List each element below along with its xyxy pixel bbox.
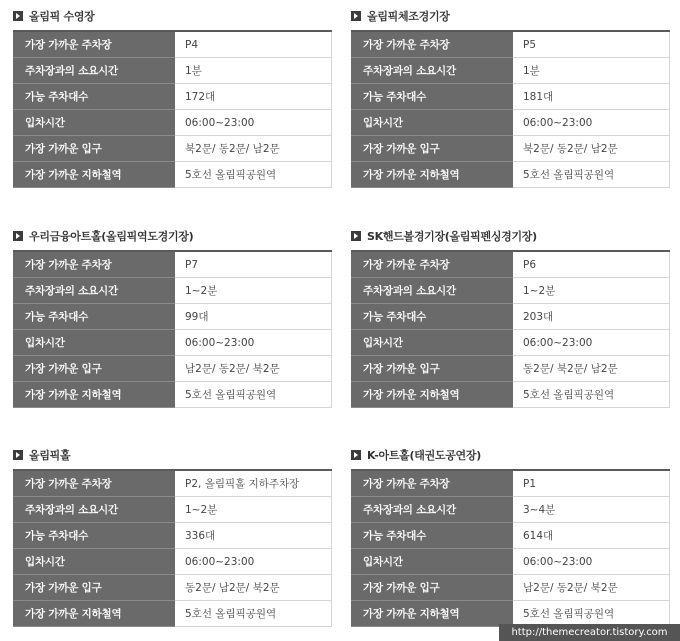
row-label: 주차장과의 소요시간 (13, 497, 175, 523)
table-row (13, 575, 332, 601)
row-label: 가능 주차대수 (351, 84, 513, 110)
venue-title-text: 올림픽홀 (29, 449, 71, 462)
row-value: 1분 (513, 58, 670, 84)
table-row (13, 330, 332, 356)
venue-block (351, 445, 670, 627)
table-row (351, 278, 670, 304)
parking-info-table (13, 469, 332, 627)
table-row (351, 31, 670, 58)
table-row (351, 575, 670, 601)
row-value: 남2문/ 동2문/ 북2문 (175, 356, 332, 382)
row-value: 5호선 올림픽공원역 (175, 382, 332, 408)
row-value: 남2문/ 동2문/ 북2문 (513, 575, 670, 601)
row-value: 06:00~23:00 (513, 549, 670, 575)
row-value: 06:00~23:00 (513, 110, 670, 136)
venue-title-text: 우리금융아트홀(올림픽역도경기장) (29, 230, 194, 243)
row-label: 가장 가까운 주차장 (351, 31, 513, 58)
parking-info-table (13, 250, 332, 408)
row-value: 06:00~23:00 (175, 330, 332, 356)
row-value: 3~4분 (513, 497, 670, 523)
venue-title-text: 올림픽체조경기장 (367, 10, 450, 23)
row-value: 181대 (513, 84, 670, 110)
table-row (351, 549, 670, 575)
table-row (13, 162, 332, 188)
table-row (351, 330, 670, 356)
parking-info-table (351, 469, 670, 627)
table-row (351, 251, 670, 278)
row-label: 가장 가까운 입구 (351, 136, 513, 162)
venue-title-text: K-아트홀(태권도공연장) (367, 449, 481, 462)
row-value: P7 (175, 251, 332, 278)
row-value: P1 (513, 470, 670, 497)
venue-block (13, 226, 332, 408)
table-row (13, 382, 332, 408)
row-label: 가장 가까운 지하철역 (351, 601, 513, 627)
parking-info-table (351, 30, 670, 188)
venue-title-text: 올림픽 수영장 (29, 10, 95, 23)
row-label: 입차시간 (13, 549, 175, 575)
row-label: 가장 가까운 주차장 (351, 470, 513, 497)
row-label: 가장 가까운 주차장 (351, 251, 513, 278)
venue-block (351, 226, 670, 408)
row-value: 1분 (175, 58, 332, 84)
table-row (13, 497, 332, 523)
venue-block (13, 445, 332, 627)
bullet-arrow-icon (351, 450, 361, 460)
table-row (351, 497, 670, 523)
row-value: 동2문/ 북2문/ 남2문 (513, 356, 670, 382)
row-label: 가장 가까운 지하철역 (13, 601, 175, 627)
row-value: 5호선 올림픽공원역 (513, 382, 670, 408)
table-row (13, 58, 332, 84)
table-row (13, 304, 332, 330)
row-value: 5호선 올림픽공원역 (513, 601, 670, 627)
row-value: 172대 (175, 84, 332, 110)
row-value: P6 (513, 251, 670, 278)
row-label: 가능 주차대수 (351, 523, 513, 549)
row-value: 5호선 올림픽공원역 (513, 162, 670, 188)
row-label: 입차시간 (351, 330, 513, 356)
row-value: 06:00~23:00 (175, 110, 332, 136)
table-row (13, 110, 332, 136)
bullet-arrow-icon (351, 11, 361, 21)
row-value: 5호선 올림픽공원역 (175, 162, 332, 188)
row-label: 가장 가까운 입구 (351, 356, 513, 382)
row-label: 주차장과의 소요시간 (351, 58, 513, 84)
row-label: 입차시간 (13, 110, 175, 136)
row-label: 입차시간 (351, 549, 513, 575)
table-row (13, 251, 332, 278)
table-row (351, 58, 670, 84)
venue-title (13, 6, 332, 26)
bullet-arrow-icon (13, 231, 23, 241)
row-value: 06:00~23:00 (513, 330, 670, 356)
row-value: 336대 (175, 523, 332, 549)
table-row (351, 601, 670, 627)
table-row (13, 136, 332, 162)
row-label: 주차장과의 소요시간 (13, 278, 175, 304)
row-value: 99대 (175, 304, 332, 330)
row-label: 가능 주차대수 (351, 304, 513, 330)
row-label: 가장 가까운 주차장 (13, 470, 175, 497)
row-value: 203대 (513, 304, 670, 330)
table-row (13, 356, 332, 382)
row-label: 가장 가까운 입구 (13, 575, 175, 601)
row-label: 가장 가까운 지하철역 (351, 382, 513, 408)
row-label: 가장 가까운 지하철역 (351, 162, 513, 188)
bullet-arrow-icon (13, 450, 23, 460)
table-row (351, 162, 670, 188)
venue-title (13, 226, 332, 246)
venue-block (351, 6, 670, 188)
table-row (351, 382, 670, 408)
row-value: P5 (513, 31, 670, 58)
row-value: 1~2분 (175, 278, 332, 304)
row-label: 가장 가까운 주차장 (13, 31, 175, 58)
row-label: 주차장과의 소요시간 (351, 497, 513, 523)
venue-block (13, 6, 332, 188)
table-row (13, 549, 332, 575)
table-row (351, 304, 670, 330)
row-value: P2, 올림픽홀 지하주차장 (175, 470, 332, 497)
table-row (13, 601, 332, 627)
table-row (13, 31, 332, 58)
table-row (13, 84, 332, 110)
row-label: 주차장과의 소요시간 (13, 58, 175, 84)
row-label: 가능 주차대수 (13, 304, 175, 330)
row-value: 1~2분 (175, 497, 332, 523)
row-label: 주차장과의 소요시간 (351, 278, 513, 304)
row-label: 가장 가까운 입구 (13, 356, 175, 382)
row-label: 가장 가까운 입구 (351, 575, 513, 601)
row-label: 가능 주차대수 (13, 84, 175, 110)
row-label: 가능 주차대수 (13, 523, 175, 549)
row-label: 가장 가까운 지하철역 (13, 382, 175, 408)
table-row (351, 523, 670, 549)
venue-title (351, 445, 670, 465)
bullet-arrow-icon (13, 11, 23, 21)
table-row (351, 470, 670, 497)
row-value: 06:00~23:00 (175, 549, 332, 575)
venue-title (351, 6, 670, 26)
bullet-arrow-icon (351, 231, 361, 241)
table-row (13, 523, 332, 549)
table-row (351, 356, 670, 382)
table-row (13, 278, 332, 304)
parking-info-table (351, 250, 670, 408)
row-value: 1~2분 (513, 278, 670, 304)
row-value: 북2문/ 동2문/ 남2문 (175, 136, 332, 162)
row-label: 입차시간 (13, 330, 175, 356)
venue-title-text: SK핸드볼경기장(올림픽펜싱경기장) (367, 230, 537, 243)
table-row (351, 136, 670, 162)
venue-title (351, 226, 670, 246)
venue-title (13, 445, 332, 465)
table-row (13, 470, 332, 497)
row-label: 가장 가까운 지하철역 (13, 162, 175, 188)
table-row (351, 84, 670, 110)
row-value: 614대 (513, 523, 670, 549)
row-value: P4 (175, 31, 332, 58)
table-row (351, 110, 670, 136)
row-value: 북2문/ 동2문/ 남2문 (513, 136, 670, 162)
row-value: 5호선 올림픽공원역 (175, 601, 332, 627)
row-label: 가장 가까운 입구 (13, 136, 175, 162)
row-value: 동2문/ 남2문/ 북2문 (175, 575, 332, 601)
watermark-url: http://themecreator.tistory.com (499, 624, 680, 641)
row-label: 가장 가까운 주차장 (13, 251, 175, 278)
row-label: 입차시간 (351, 110, 513, 136)
parking-info-table (13, 30, 332, 188)
